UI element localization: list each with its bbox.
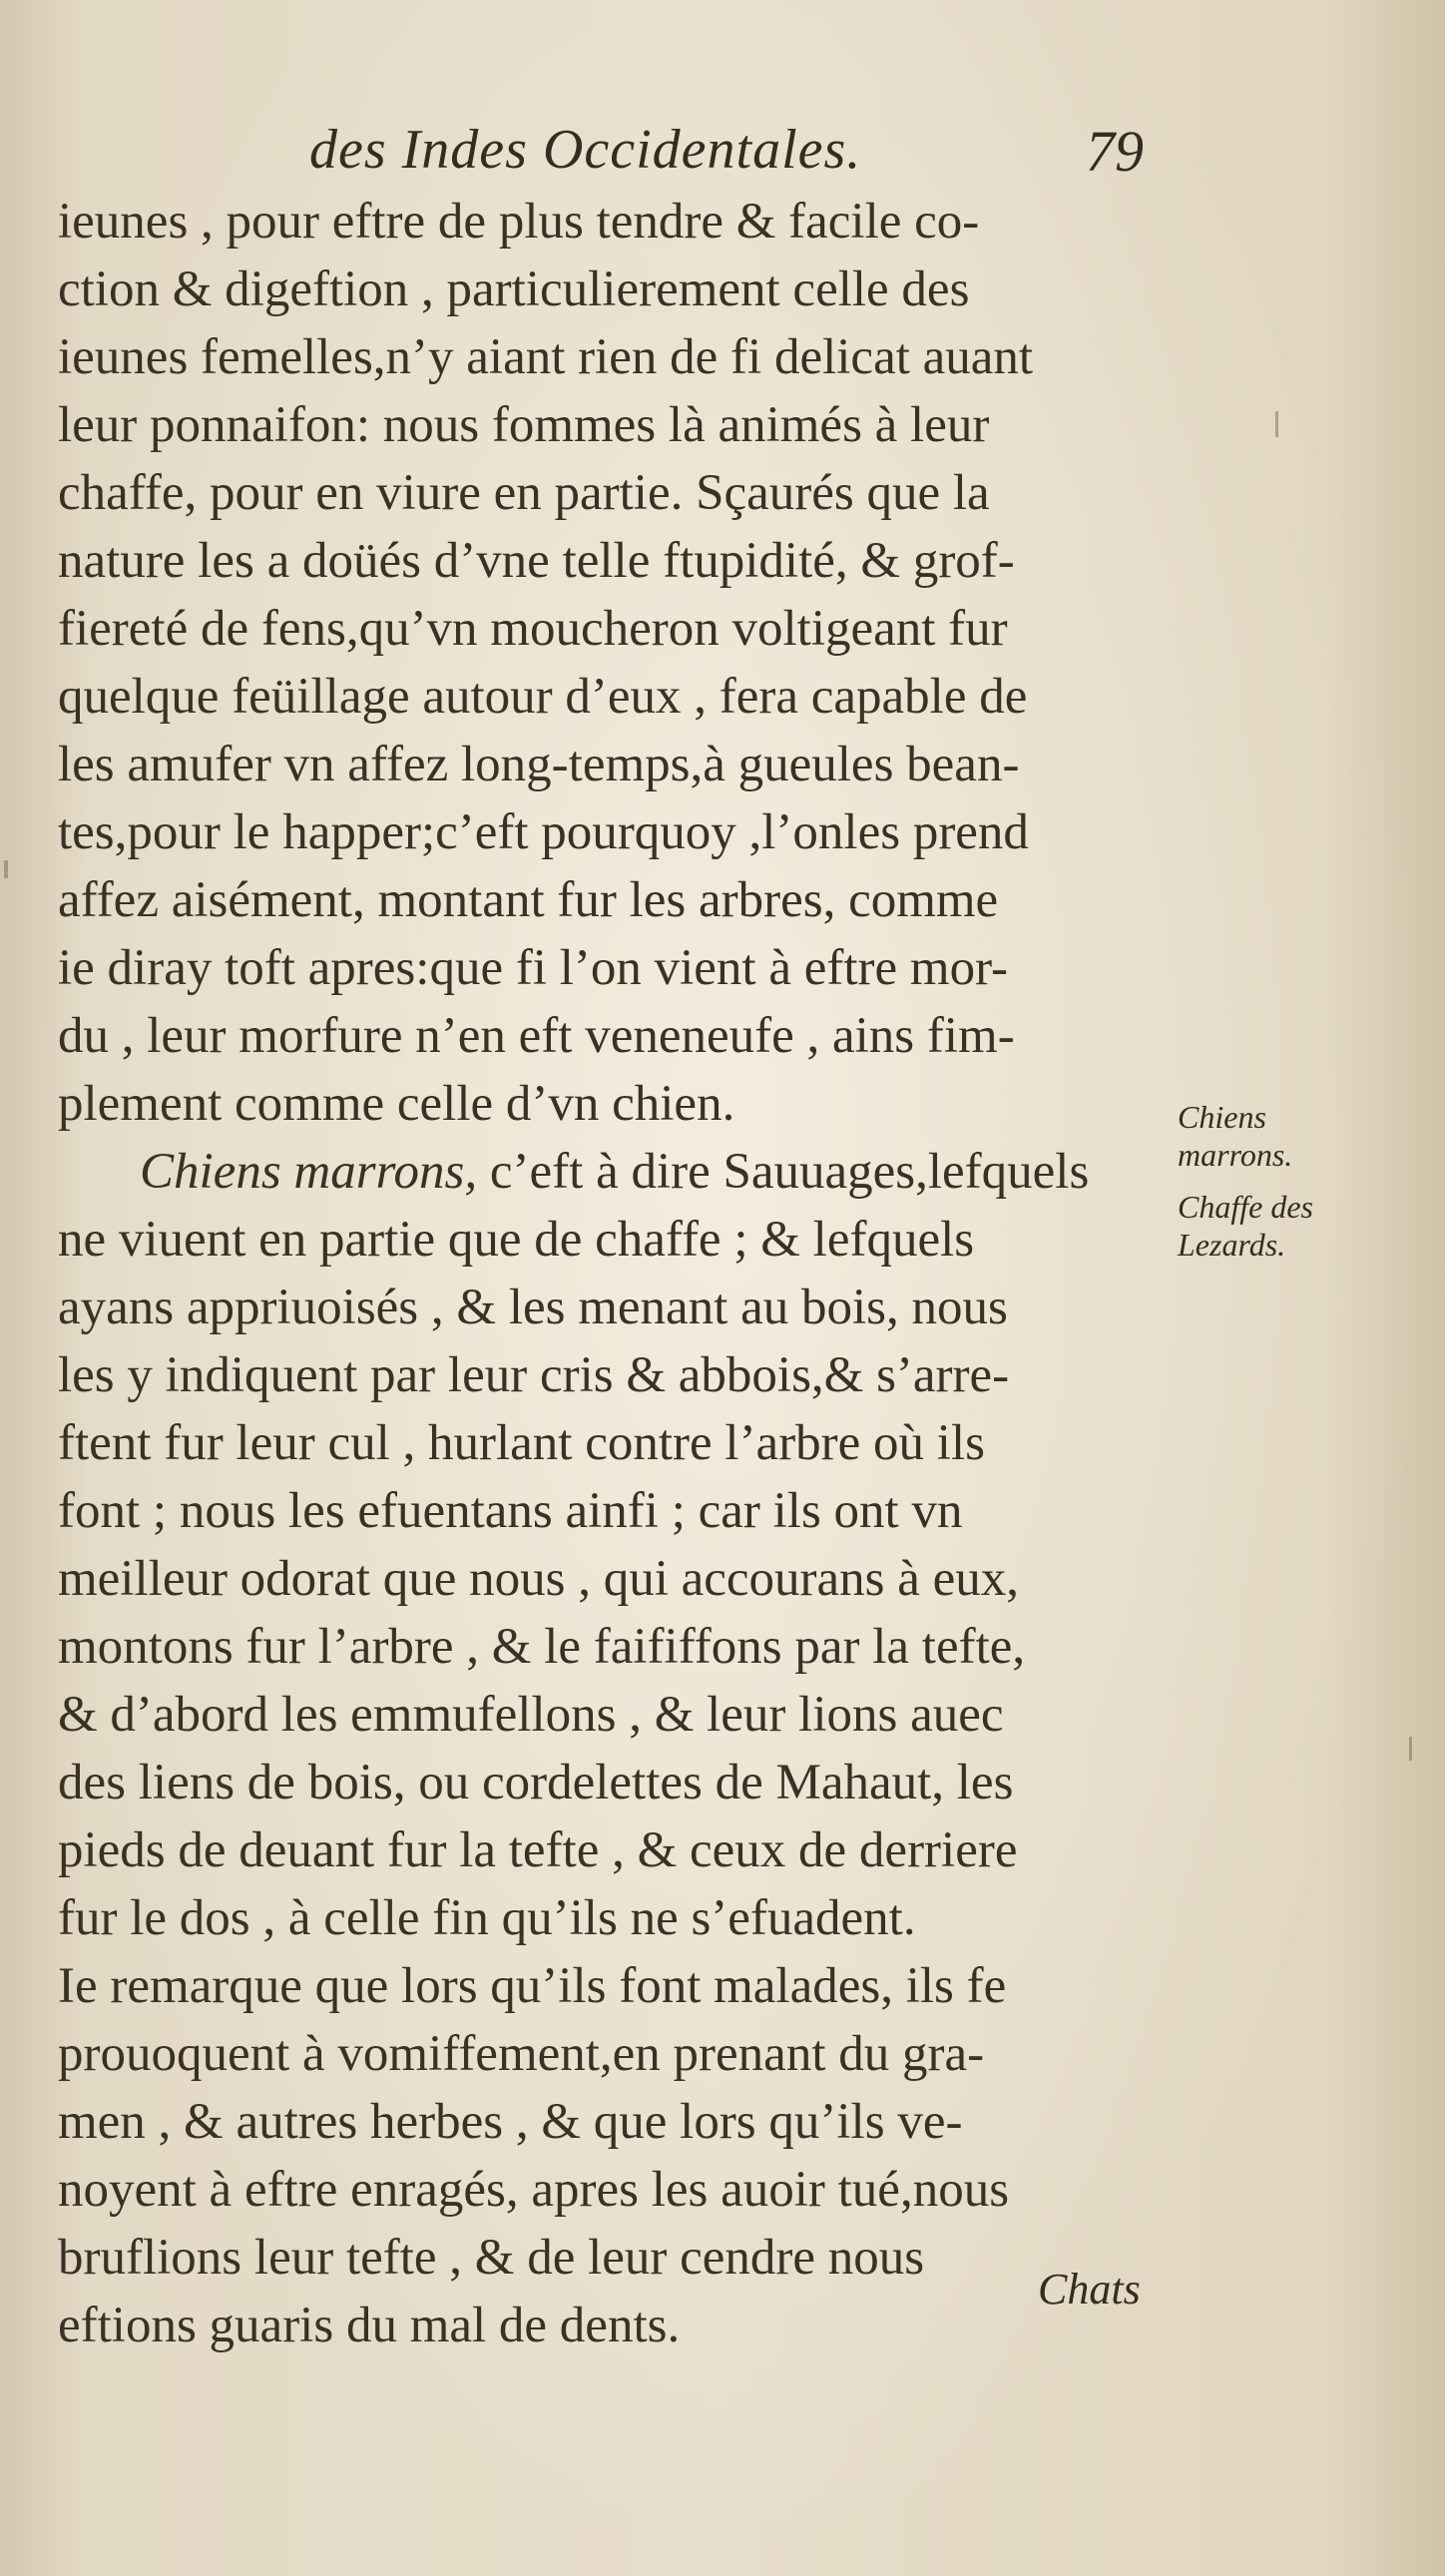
text-line: noyent à eftre enragés, apres les auoir tué,nous — [58, 2162, 1010, 2218]
text-line: men , & autres herbes , & que lors qu’ils ve- — [58, 2094, 963, 2150]
text-line: les y indiquent par leur cris & abbois,& s’arre- — [58, 1347, 1010, 1403]
running-head: des Indes Occidentales. — [309, 119, 862, 181]
text-line: ayans appriuoisés , & les menant au bois, nous — [58, 1280, 1008, 1335]
text-line: ction & digeftion , particulierement celle des — [58, 261, 970, 317]
page-number: 79 — [1086, 119, 1144, 184]
text-line: fiereté de fens,qu’vn moucheron voltigeant fur — [58, 601, 1008, 657]
text-line: fur le dos , à celle fin qu’ils ne s’efuadent. — [58, 1890, 916, 1946]
text-line: prouoquent à vomiffement,en prenant du gra- — [58, 2026, 985, 2082]
margin-note-chasse-des-lezards — [1178, 1188, 1313, 1264]
text-line: ie diray toft apres:que fi l’on vient à eftre mor- — [58, 940, 1009, 996]
text-line: Ie remarque que lors qu’ils font malades, ils fe — [58, 1958, 1007, 2014]
text-line-rest: c’eft à dire Sauuages,lefquels — [477, 1144, 1090, 1200]
margin-note-line: Chiens — [1178, 1099, 1266, 1135]
margin-note-line: Lezards. — [1178, 1227, 1286, 1263]
text-line: tes,pour le happer;c’eft pourquoy ,l’onles prend — [58, 804, 1029, 860]
text-line: eftions guaris du mal de dents. — [58, 2298, 681, 2353]
text-line: ieunes femelles,n’y aiant rien de fi delicat auant — [58, 329, 1034, 385]
text-line: leur ponnaifon: nous fommes là animés à leur — [58, 397, 990, 453]
text-line: montons fur l’arbre , & le faififfons par la tefte, — [58, 1619, 1026, 1675]
text-line: ne viuent en partie que de chaffe ; & lefquels — [58, 1212, 975, 1268]
text-line: les amufer vn affez long-temps,à gueules bean- — [58, 737, 1020, 792]
paper-blemish — [1409, 1737, 1412, 1761]
margin-note-line: Chaffe des — [1178, 1189, 1313, 1225]
body-text — [58, 188, 1156, 2359]
text-line: ftent fur leur cul , hurlant contre l’arbre où ils — [58, 1415, 985, 1471]
text-line: pieds de deuant fur la tefte , & ceux de derriere — [58, 1822, 1018, 1878]
text-line: des liens de bois, ou cordelettes de Mahaut, les — [58, 1755, 1014, 1810]
text-line: & d’abord les emmufellons , & leur lions auec — [58, 1687, 1004, 1743]
text-line: quelque feüillage autour d’eux , fera capable de — [58, 669, 1028, 725]
margin-note-chiens-marrons — [1178, 1098, 1292, 1174]
text-line: du , leur morfure n’en eft veneneufe , ains fim- — [58, 1008, 1015, 1064]
text-line: chaffe, pour en viure en partie. Sçaurés que la — [58, 465, 990, 521]
text-line: bruflions leur tefte , & de leur cendre nous — [58, 2230, 925, 2286]
text-line: nature les a doüés d’vne telle ftupidité, & grof- — [58, 533, 1015, 589]
paper-blemish — [4, 860, 8, 878]
margin-note-line: marrons. — [1178, 1137, 1293, 1173]
paragraph-start-line — [58, 1138, 1156, 1206]
text-line: ieunes , pour eftre de plus tendre & facile co- — [58, 194, 980, 250]
catchword: Chats — [1038, 2265, 1141, 2314]
paper-blemish — [1275, 411, 1278, 437]
italic-lead-term: Chiens marrons, — [140, 1144, 478, 1200]
text-line: affez aisément, montant fur les arbres, comme — [58, 872, 999, 928]
text-line: font ; nous les efuentans ainfi ; car ils ont vn — [58, 1483, 963, 1539]
text-line: meilleur odorat que nous , qui accourans à eux, — [58, 1551, 1020, 1607]
text-line: plement comme celle d’vn chien. — [58, 1076, 735, 1132]
